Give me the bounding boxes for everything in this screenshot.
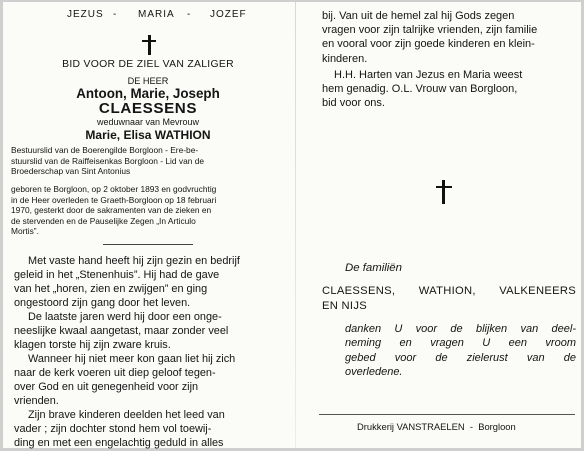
text-line: ongestoord zijn gang door het leven. bbox=[14, 297, 191, 309]
prayer-header: BID VOOR DE ZIEL VAN ZALIGER bbox=[62, 59, 234, 70]
text-line: De laatste jaren werd hij door een onge- bbox=[28, 311, 222, 323]
text-line: klagen torste hij zijn zware kruis. bbox=[14, 339, 171, 351]
name-jozef: JOZEF bbox=[210, 9, 247, 20]
function-line: stuurslid van de Raiffeisenkas Borgloon - Lid van de bbox=[11, 155, 205, 166]
full-name: Antoon, Marie, Joseph bbox=[76, 86, 220, 101]
text-line: Wanneer hij niet meer kon gaan liet hij zich bbox=[28, 353, 236, 365]
text-line: hem genadig. O.L. Vrouw van Borgloon, bbox=[322, 83, 518, 96]
name-jezus: JEZUS bbox=[67, 9, 104, 20]
paragraph-1 bbox=[14, 254, 284, 310]
text-line: en vooral voor zijn goede kinderen en klein- bbox=[322, 38, 535, 51]
widower-line: weduwnaar van Mevrouw bbox=[96, 117, 200, 127]
thanks-line: neming en vragen U een vroom bbox=[345, 337, 576, 350]
family-line: EN NIJS bbox=[322, 300, 367, 312]
function-line: Broederschap van Sint Antonius bbox=[11, 166, 131, 176]
spouse-name: Marie, Elisa WATHION bbox=[85, 128, 211, 142]
paragraph-3 bbox=[14, 352, 284, 408]
printer-credit: Drukkerij VANSTRAELEN - Borgloon bbox=[357, 421, 516, 432]
birth-death-line: 1970, gesterkt door de sakramenten van de zieken en bbox=[11, 205, 212, 215]
text-line: Met vaste hand heeft hij zijn gezin en bedrijf bbox=[28, 255, 240, 267]
text-line: H.H. Harten van Jezus en Maria weest bbox=[334, 69, 523, 81]
functions-block bbox=[11, 145, 291, 177]
birth-death-line: in de Heer overleden te Graeth-Borgloon op 18 februari bbox=[11, 194, 217, 205]
closing-prayer bbox=[322, 68, 576, 111]
text-line: bid voor ons. bbox=[322, 97, 385, 110]
cross-icon bbox=[435, 180, 453, 204]
birth-death-block bbox=[11, 184, 291, 237]
right-panel bbox=[297, 2, 581, 448]
thanks-line: gebed voor de zielerust van de bbox=[345, 351, 576, 364]
paragraph-4 bbox=[14, 408, 284, 450]
birth-death-line: de stervenden en de Pauselijke Zegen „In Articulo bbox=[11, 215, 196, 226]
left-panel bbox=[3, 2, 293, 448]
text-line: vrienden. bbox=[14, 395, 59, 407]
biography bbox=[14, 254, 284, 450]
birth-death-line: geboren te Borgloon, op 2 oktober 1893 en godvruchtig bbox=[11, 184, 217, 194]
card-fold bbox=[295, 2, 296, 448]
text-line: ding en met een engelachtig geduld in alles bbox=[14, 437, 224, 449]
separator-1: - bbox=[113, 9, 118, 20]
text-line: naar de kerk voeren uit diep geloof tegen- bbox=[14, 367, 216, 379]
divider bbox=[103, 244, 193, 245]
text-line: Zijn brave kinderen deelden het leed van bbox=[28, 409, 225, 421]
birth-death-line: Mortis”. bbox=[11, 226, 39, 236]
families-intro: De familiën bbox=[345, 262, 402, 274]
text-line: bij. Van uit de hemel zal hij Gods zegen bbox=[322, 10, 515, 22]
function-line: Bestuurslid van de Boerengilde Borgloon - Ere-be- bbox=[11, 145, 199, 155]
thanks-line: danken U voor de blijken van deel- bbox=[345, 323, 576, 335]
printer-divider bbox=[319, 414, 575, 415]
closing-text bbox=[322, 9, 576, 66]
name-maria: MARIA bbox=[138, 9, 175, 20]
text-line: neeslijke kwaal aangetast, maar zonder veel bbox=[14, 325, 229, 337]
text-line: kinderen. bbox=[322, 52, 368, 65]
cross-icon bbox=[141, 35, 157, 55]
thanks-block bbox=[345, 322, 576, 379]
separator-2: - bbox=[187, 9, 192, 20]
memorial-card bbox=[3, 2, 581, 448]
families-names bbox=[322, 284, 576, 314]
text-line: van het „horen, zien en zwijgen” en ging bbox=[14, 283, 208, 295]
text-line: vader ; zijn dochter stond hem vol toewij- bbox=[14, 423, 212, 435]
family-line: CLAESSENS, WATHION, VALKENEERS bbox=[322, 285, 576, 297]
text-line: vragen voor zijn talrijke vrienden, zijn familie bbox=[322, 24, 538, 37]
thanks-line: overledene. bbox=[345, 365, 403, 378]
text-line: over God en uit genegenheid voor zijn bbox=[14, 381, 199, 393]
header-names bbox=[67, 9, 267, 21]
paragraph-2 bbox=[14, 310, 284, 352]
surname: CLAESSENS bbox=[98, 100, 198, 117]
de-heer: DE HEER bbox=[127, 76, 169, 86]
text-line: geleid in het „Stenenhuis”. Hij had de gave bbox=[14, 269, 220, 281]
